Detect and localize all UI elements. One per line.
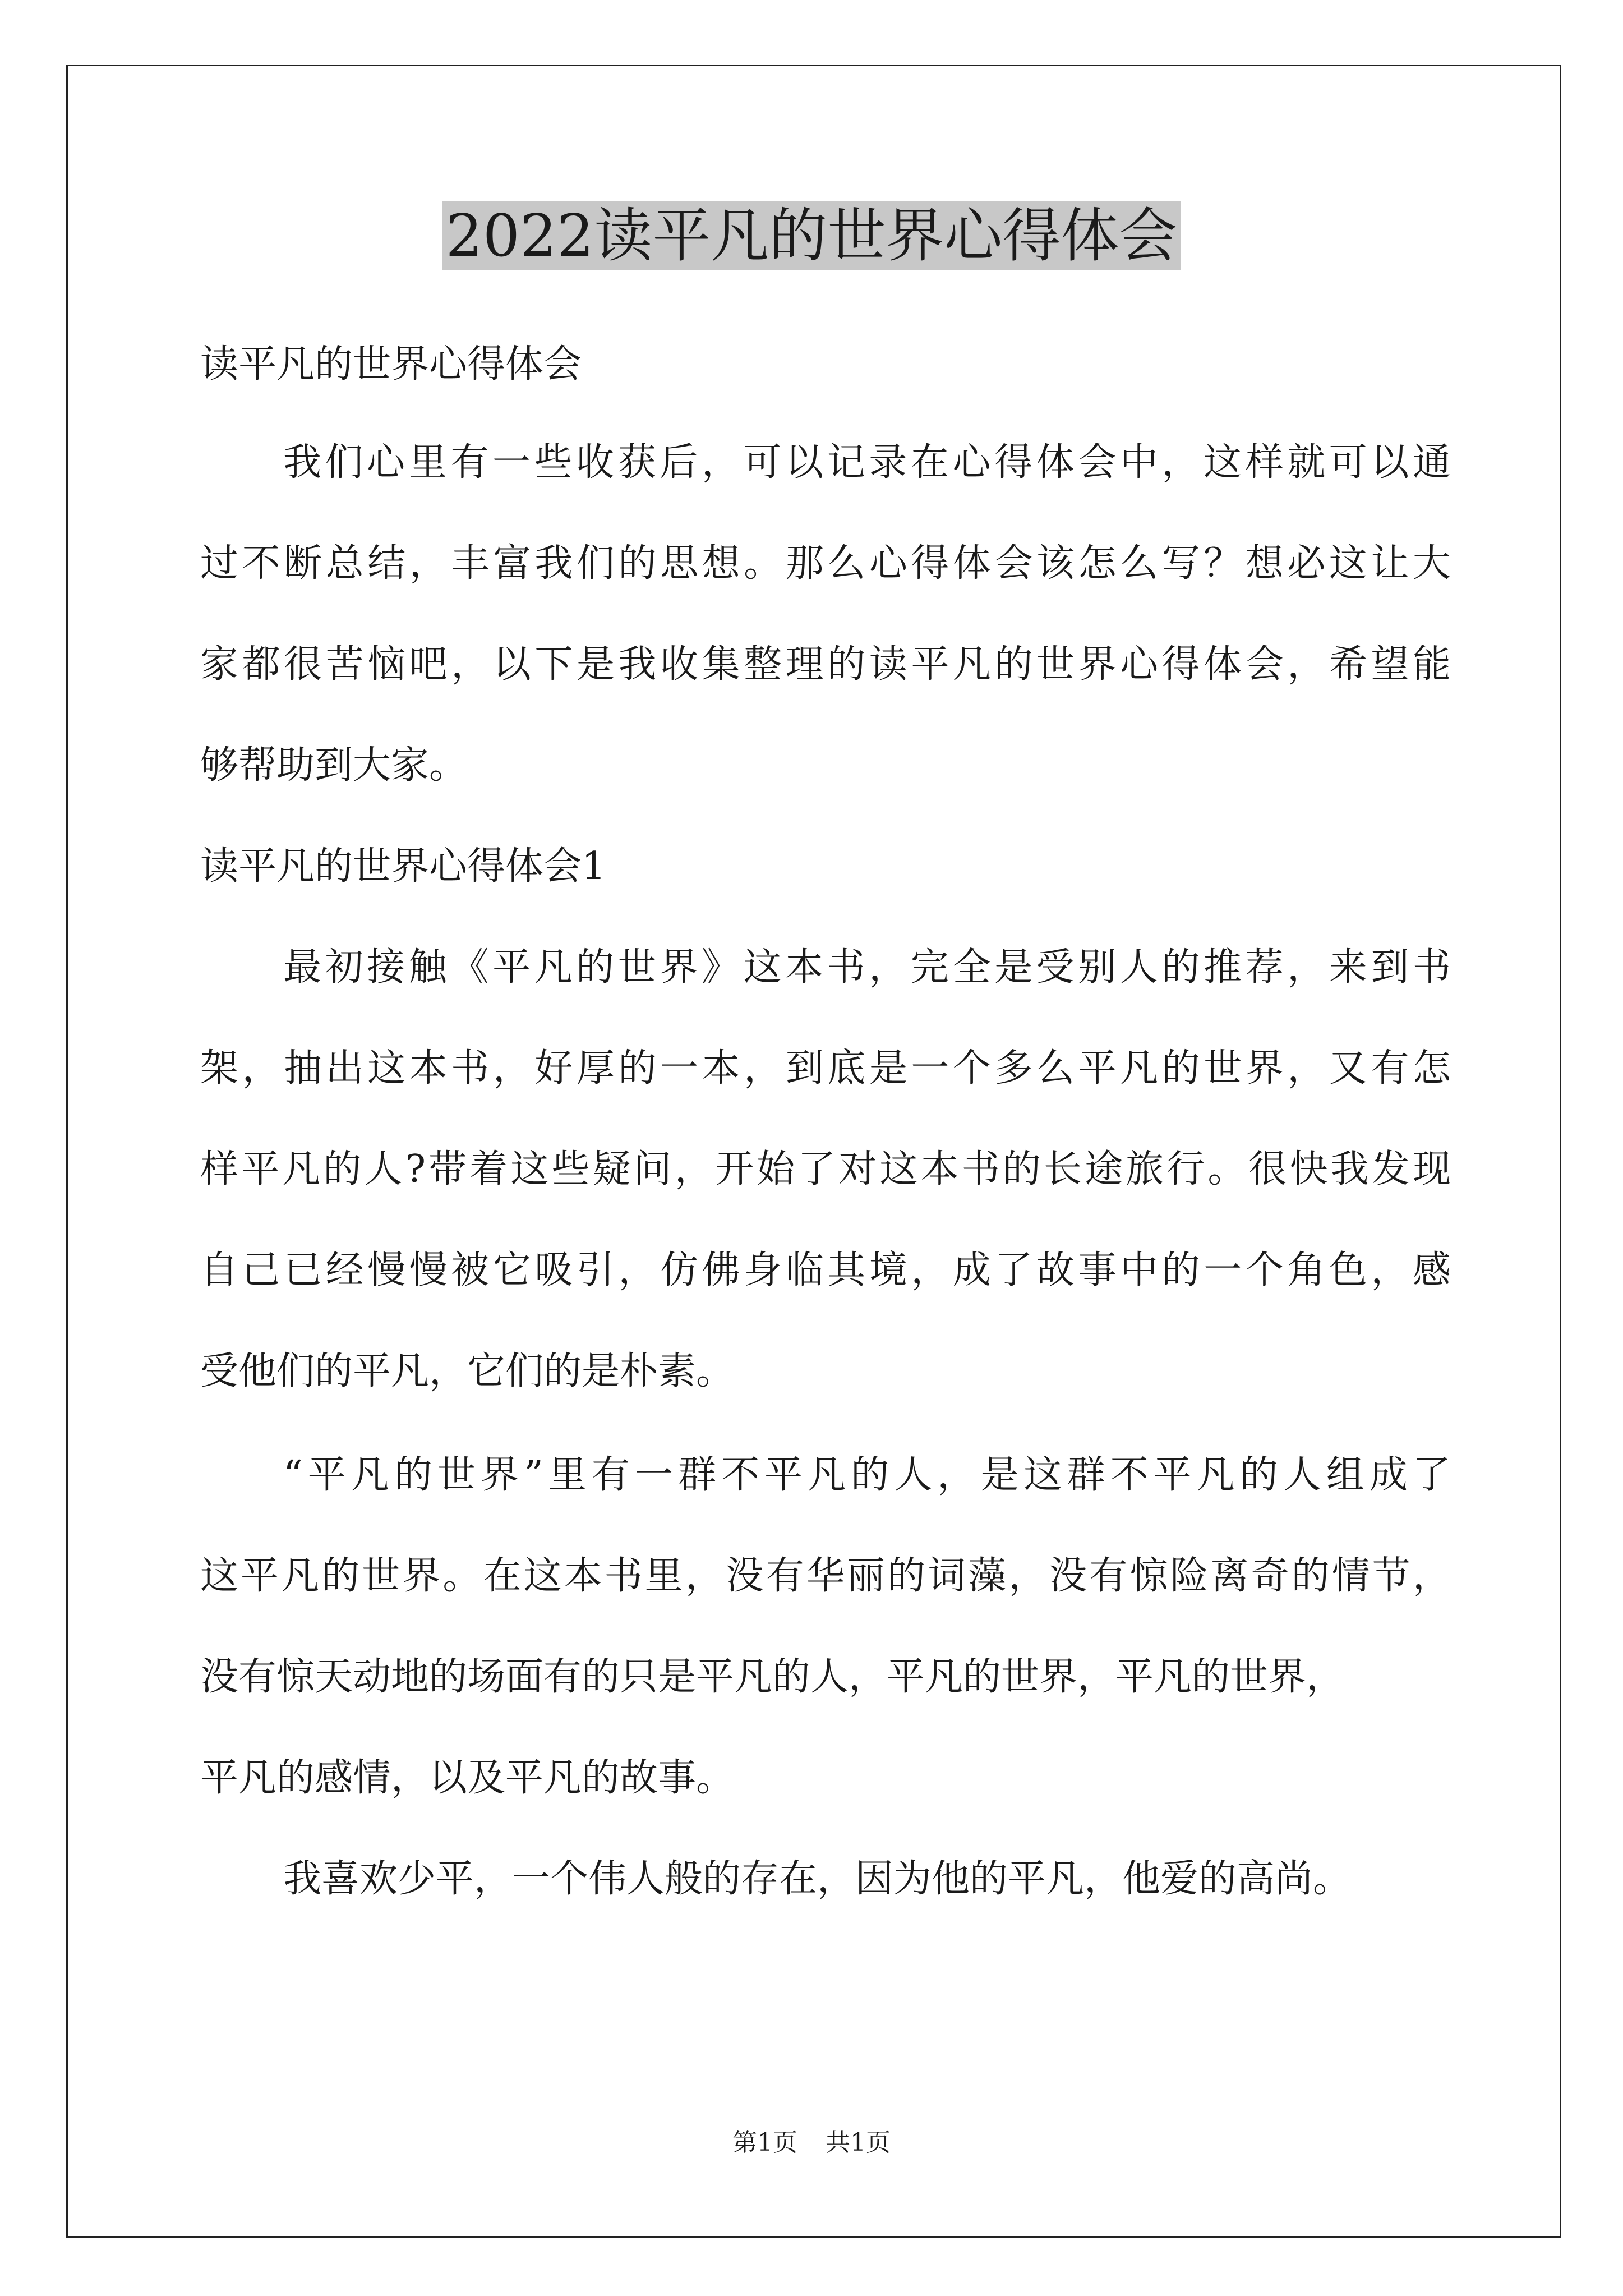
paragraph-line: 最初接触《平凡的世界》这本书，完全是受别人的推荐，来到书 [283,945,1451,990]
paragraph-line: 受他们的平凡，它们的是朴素。 [200,1349,735,1393]
page-number-current: 第1页 [732,2128,797,2157]
page-number-total: 共1页 [826,2128,891,2157]
paragraph-line: 我喜欢少平，一个伟人般的存在，因为他的平凡，他爱的高尚。 [283,1857,1352,1901]
paragraph-line: 自己已经慢慢被它吸引，仿佛身临其境，成了故事中的一个角色，感 [200,1248,1451,1292]
document-title-text: 2022读平凡的世界心得体会 [442,201,1181,270]
intro-line: 家都很苦恼吧，以下是我收集整理的读平凡的世界心得体会，希望能 [200,642,1451,687]
page-footer [0,2126,1623,2160]
paragraph-line: 这平凡的世界。在这本书里，没有华丽的词藻，没有惊险离奇的情节， [200,1554,1451,1598]
intro-line: 过不断总结，丰富我们的思想。那么心得体会该怎么写？想必这让大 [200,541,1451,586]
paragraph-line: 平凡的感情，以及平凡的故事。 [200,1756,735,1800]
section-heading: 读平凡的世界心得体会1 [200,844,606,889]
document-subtitle: 读平凡的世界心得体会 [200,342,582,386]
document-title [0,196,1623,275]
intro-line: 我们心里有一些收获后，可以记录在心得体会中，这样就可以通 [283,440,1451,485]
paragraph-line: 样平凡的人?带着这些疑问，开始了对这本书的长途旅行。很快我发现 [200,1147,1451,1191]
paragraph-line: “平凡的世界”里有一群不平凡的人，是这群不平凡的人组成了 [283,1453,1451,1497]
paragraph-line: 没有惊天动地的场面有的只是平凡的人，平凡的世界，平凡的世界， [200,1655,1345,1699]
paragraph-line: 架，抽出这本书，好厚的一本，到底是一个多么平凡的世界，又有怎 [200,1046,1451,1091]
intro-line: 够帮助到大家。 [200,743,468,788]
